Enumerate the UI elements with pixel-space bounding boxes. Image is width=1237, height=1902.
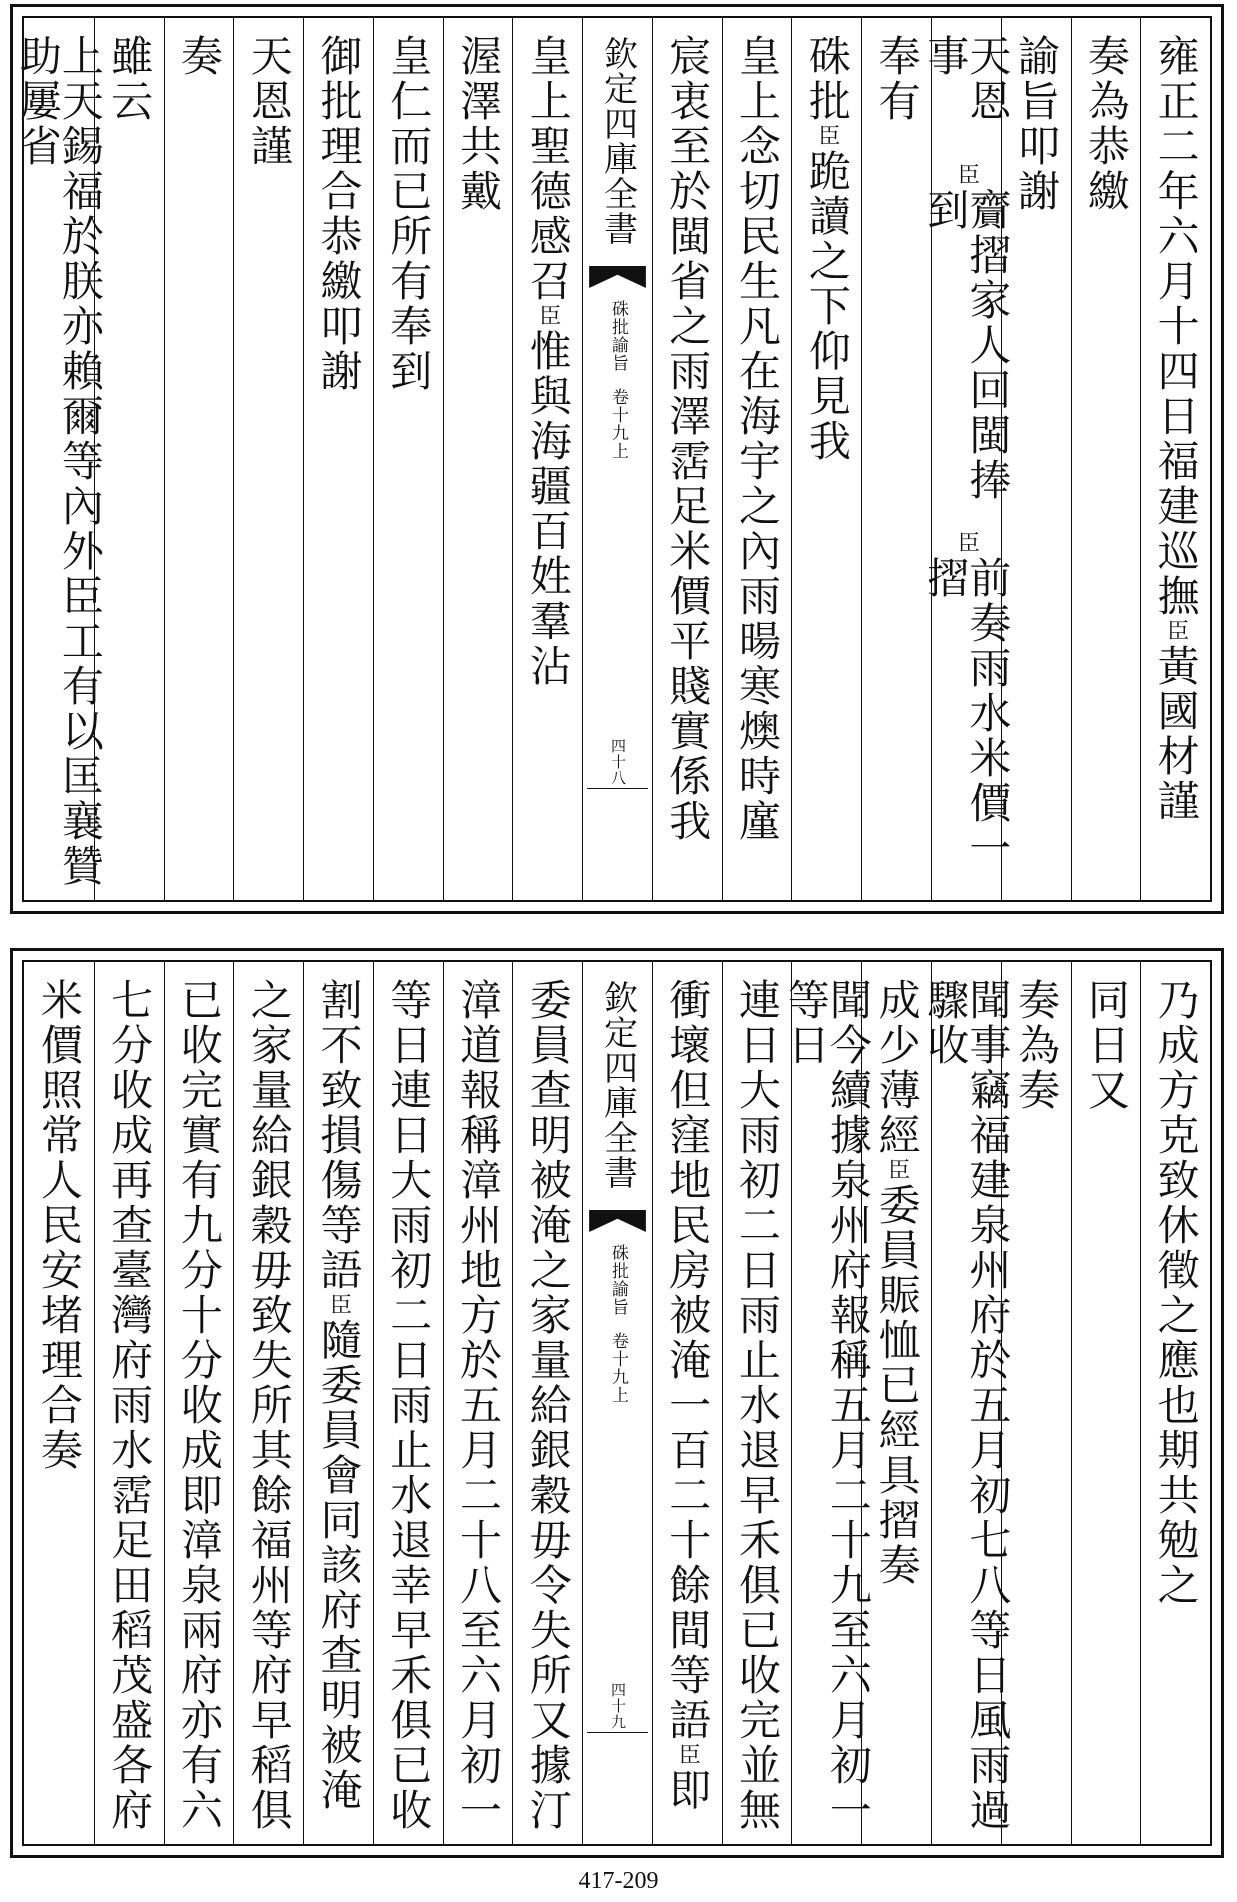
text-run: 奏為奏 bbox=[1012, 978, 1062, 1113]
column-text bbox=[723, 34, 792, 844]
column-text bbox=[921, 34, 1013, 900]
text-run: 連日大雨初二日雨止水退早禾俱已收完並無 bbox=[733, 978, 783, 1833]
volume-label: 卷十九上 bbox=[608, 1332, 629, 1404]
text-column bbox=[512, 962, 582, 1844]
column-text bbox=[13, 34, 105, 900]
top-page-frame bbox=[10, 4, 1224, 914]
column-text bbox=[723, 978, 792, 1833]
text-run: 宸衷至於閩省之雨澤霑足米價平賤實係我 bbox=[663, 34, 713, 844]
humble-self-reference: 臣 bbox=[326, 1293, 352, 1318]
column-text bbox=[374, 34, 443, 394]
text-column bbox=[921, 962, 1013, 1844]
text-column bbox=[1071, 962, 1141, 1844]
text-run: 奏為恭繳 bbox=[1081, 34, 1131, 214]
text-run: 天恩事 bbox=[921, 34, 1013, 124]
text-run: 皇上念切民生凡在海宇之內雨暘寒燠時廑 bbox=[733, 34, 783, 844]
text-column bbox=[921, 18, 1013, 900]
column-text bbox=[234, 34, 303, 169]
text-run: 即 bbox=[663, 1768, 713, 1813]
column-text bbox=[444, 34, 513, 214]
column-text bbox=[792, 34, 861, 464]
text-run: 割不致損傷等語 bbox=[314, 978, 364, 1293]
text-column bbox=[722, 962, 792, 1844]
text-run: 委員賑恤已經具摺奏 bbox=[872, 1183, 922, 1588]
column-text bbox=[921, 978, 1013, 1844]
humble-self-reference: 臣 bbox=[954, 531, 980, 557]
text-column bbox=[781, 962, 873, 1844]
text-run: 奉有 bbox=[872, 34, 922, 124]
center-fold-column bbox=[582, 962, 652, 1844]
column-text bbox=[1002, 34, 1071, 214]
column-text bbox=[1141, 34, 1210, 824]
section-title: 硃批諭旨 bbox=[608, 300, 629, 372]
text-column bbox=[1140, 962, 1210, 1844]
column-text bbox=[781, 978, 873, 1844]
text-column bbox=[24, 962, 94, 1844]
text-run: 諭旨叩謝 bbox=[1012, 34, 1062, 214]
column-text bbox=[653, 34, 722, 844]
text-column bbox=[13, 18, 105, 900]
text-run: 之家量給銀穀毋致失所其餘福州等府早稻俱 bbox=[244, 978, 294, 1833]
column-text bbox=[513, 978, 582, 1833]
text-column bbox=[652, 962, 722, 1844]
section-title: 硃批諭旨 bbox=[608, 1244, 629, 1316]
text-run: 雖云 bbox=[105, 34, 155, 124]
text-column bbox=[512, 18, 582, 900]
column-text bbox=[234, 978, 303, 1833]
text-run: 七分收成再查臺灣府雨水霑足田稻茂盛各府 bbox=[105, 978, 155, 1833]
text-column bbox=[443, 962, 513, 1844]
text-run: 聞事竊福建泉州府於五月初七八等日風雨過驟收 bbox=[921, 978, 1013, 1833]
humble-self-reference: 臣 bbox=[535, 304, 561, 329]
humble-self-reference: 臣 bbox=[884, 1158, 910, 1183]
bottom-page-frame bbox=[10, 948, 1224, 1858]
column-text bbox=[1141, 978, 1210, 1608]
page-number: 417-209 bbox=[578, 1868, 659, 1894]
fishtail-mark bbox=[589, 1210, 646, 1232]
column-text bbox=[1002, 978, 1071, 1113]
volume-label: 卷十九上 bbox=[608, 388, 629, 460]
column-text bbox=[304, 978, 373, 1813]
text-column bbox=[94, 962, 164, 1844]
text-column bbox=[373, 962, 443, 1844]
text-run: 已收完實有九分十分收成即漳泉兩府亦有六 bbox=[174, 978, 224, 1833]
text-run: 同日又 bbox=[1081, 978, 1131, 1113]
text-column bbox=[652, 18, 722, 900]
column-text bbox=[1072, 978, 1141, 1113]
text-run: 黃國材謹 bbox=[1151, 644, 1201, 824]
column-text bbox=[513, 34, 582, 689]
text-run: 奏 bbox=[174, 34, 224, 79]
top-page-columns bbox=[13, 16, 1212, 902]
column-text bbox=[95, 978, 164, 1833]
text-column bbox=[373, 18, 443, 900]
margin-rule bbox=[587, 1732, 648, 1733]
text-column bbox=[443, 18, 513, 900]
text-column bbox=[233, 18, 303, 900]
column-text bbox=[444, 978, 513, 1833]
text-run: 漳道報稱漳州地方於五月二十八至六月初一 bbox=[453, 978, 503, 1833]
text-run: 乃成方克致休徵之應也期共勉之 bbox=[1151, 978, 1201, 1608]
fishtail-mark bbox=[589, 266, 646, 288]
text-column bbox=[164, 962, 234, 1844]
text-run: 天恩謹 bbox=[244, 34, 294, 169]
center-fold-column bbox=[582, 18, 652, 900]
text-run: 跪讀之下仰見我 bbox=[802, 149, 852, 464]
text-run: 衝壞但窪地民房被淹一百二十餘間等語 bbox=[663, 978, 713, 1743]
text-column bbox=[722, 18, 792, 900]
column-text bbox=[95, 34, 164, 124]
text-run: 皇仁而已所有奉到 bbox=[384, 34, 434, 394]
column-text bbox=[374, 978, 443, 1833]
text-run: 惟與海疆百姓羣沾 bbox=[523, 329, 573, 689]
margin-rule bbox=[587, 788, 648, 789]
bottom-page-columns bbox=[22, 960, 1212, 1846]
text-run: 皇上聖德感召 bbox=[523, 34, 573, 304]
column-text bbox=[653, 978, 722, 1813]
text-run: 聞今續據泉州府報稱五月二十九至六月初一等日 bbox=[781, 978, 873, 1833]
column-text bbox=[304, 34, 373, 394]
column-text bbox=[165, 978, 234, 1833]
column-text bbox=[1072, 34, 1141, 214]
humble-self-reference: 臣 bbox=[954, 162, 980, 188]
text-run: 隨委員會同該府查明被淹 bbox=[314, 1318, 364, 1813]
text-column bbox=[164, 18, 234, 900]
leaf-number: 四十九 bbox=[609, 1682, 628, 1730]
text-run: 前奏雨水米價一摺 bbox=[921, 556, 1013, 872]
text-column bbox=[1071, 18, 1141, 900]
text-run: 等日連日大雨初二日雨止水退幸早禾俱已收 bbox=[384, 978, 434, 1833]
text-column bbox=[861, 18, 931, 900]
text-run: 齎摺家人回閩捧到 bbox=[921, 187, 1013, 503]
column-text bbox=[862, 34, 931, 124]
text-column bbox=[303, 962, 373, 1844]
text-column bbox=[233, 962, 303, 1844]
text-run: 成少薄經 bbox=[872, 978, 922, 1158]
text-run: 御批理合恭繳叩謝 bbox=[314, 34, 364, 394]
text-column bbox=[1140, 18, 1210, 900]
text-column bbox=[791, 18, 861, 900]
text-run: 上天錫福於朕亦賴爾等內外臣工有以匡襄贊助屢省 bbox=[13, 34, 105, 889]
column-text bbox=[24, 978, 94, 1473]
text-column bbox=[303, 18, 373, 900]
humble-self-reference: 臣 bbox=[675, 1743, 701, 1768]
text-run: 米價照常人民安堵理合奏 bbox=[34, 978, 84, 1473]
column-text bbox=[165, 34, 234, 79]
text-run: 委員查明被淹之家量給銀穀毋令失所又據汀 bbox=[523, 978, 573, 1833]
humble-self-reference: 臣 bbox=[814, 124, 840, 149]
book-title: 欽定四庫全書 bbox=[597, 980, 638, 1190]
humble-self-reference: 臣 bbox=[1163, 619, 1189, 644]
text-run: 硃批 bbox=[802, 34, 852, 124]
leaf-number: 四十八 bbox=[609, 738, 628, 786]
text-run: 雍正二年六月十四日福建巡撫 bbox=[1151, 34, 1201, 619]
text-run: 渥澤共戴 bbox=[453, 34, 503, 214]
book-title: 欽定四庫全書 bbox=[597, 36, 638, 246]
